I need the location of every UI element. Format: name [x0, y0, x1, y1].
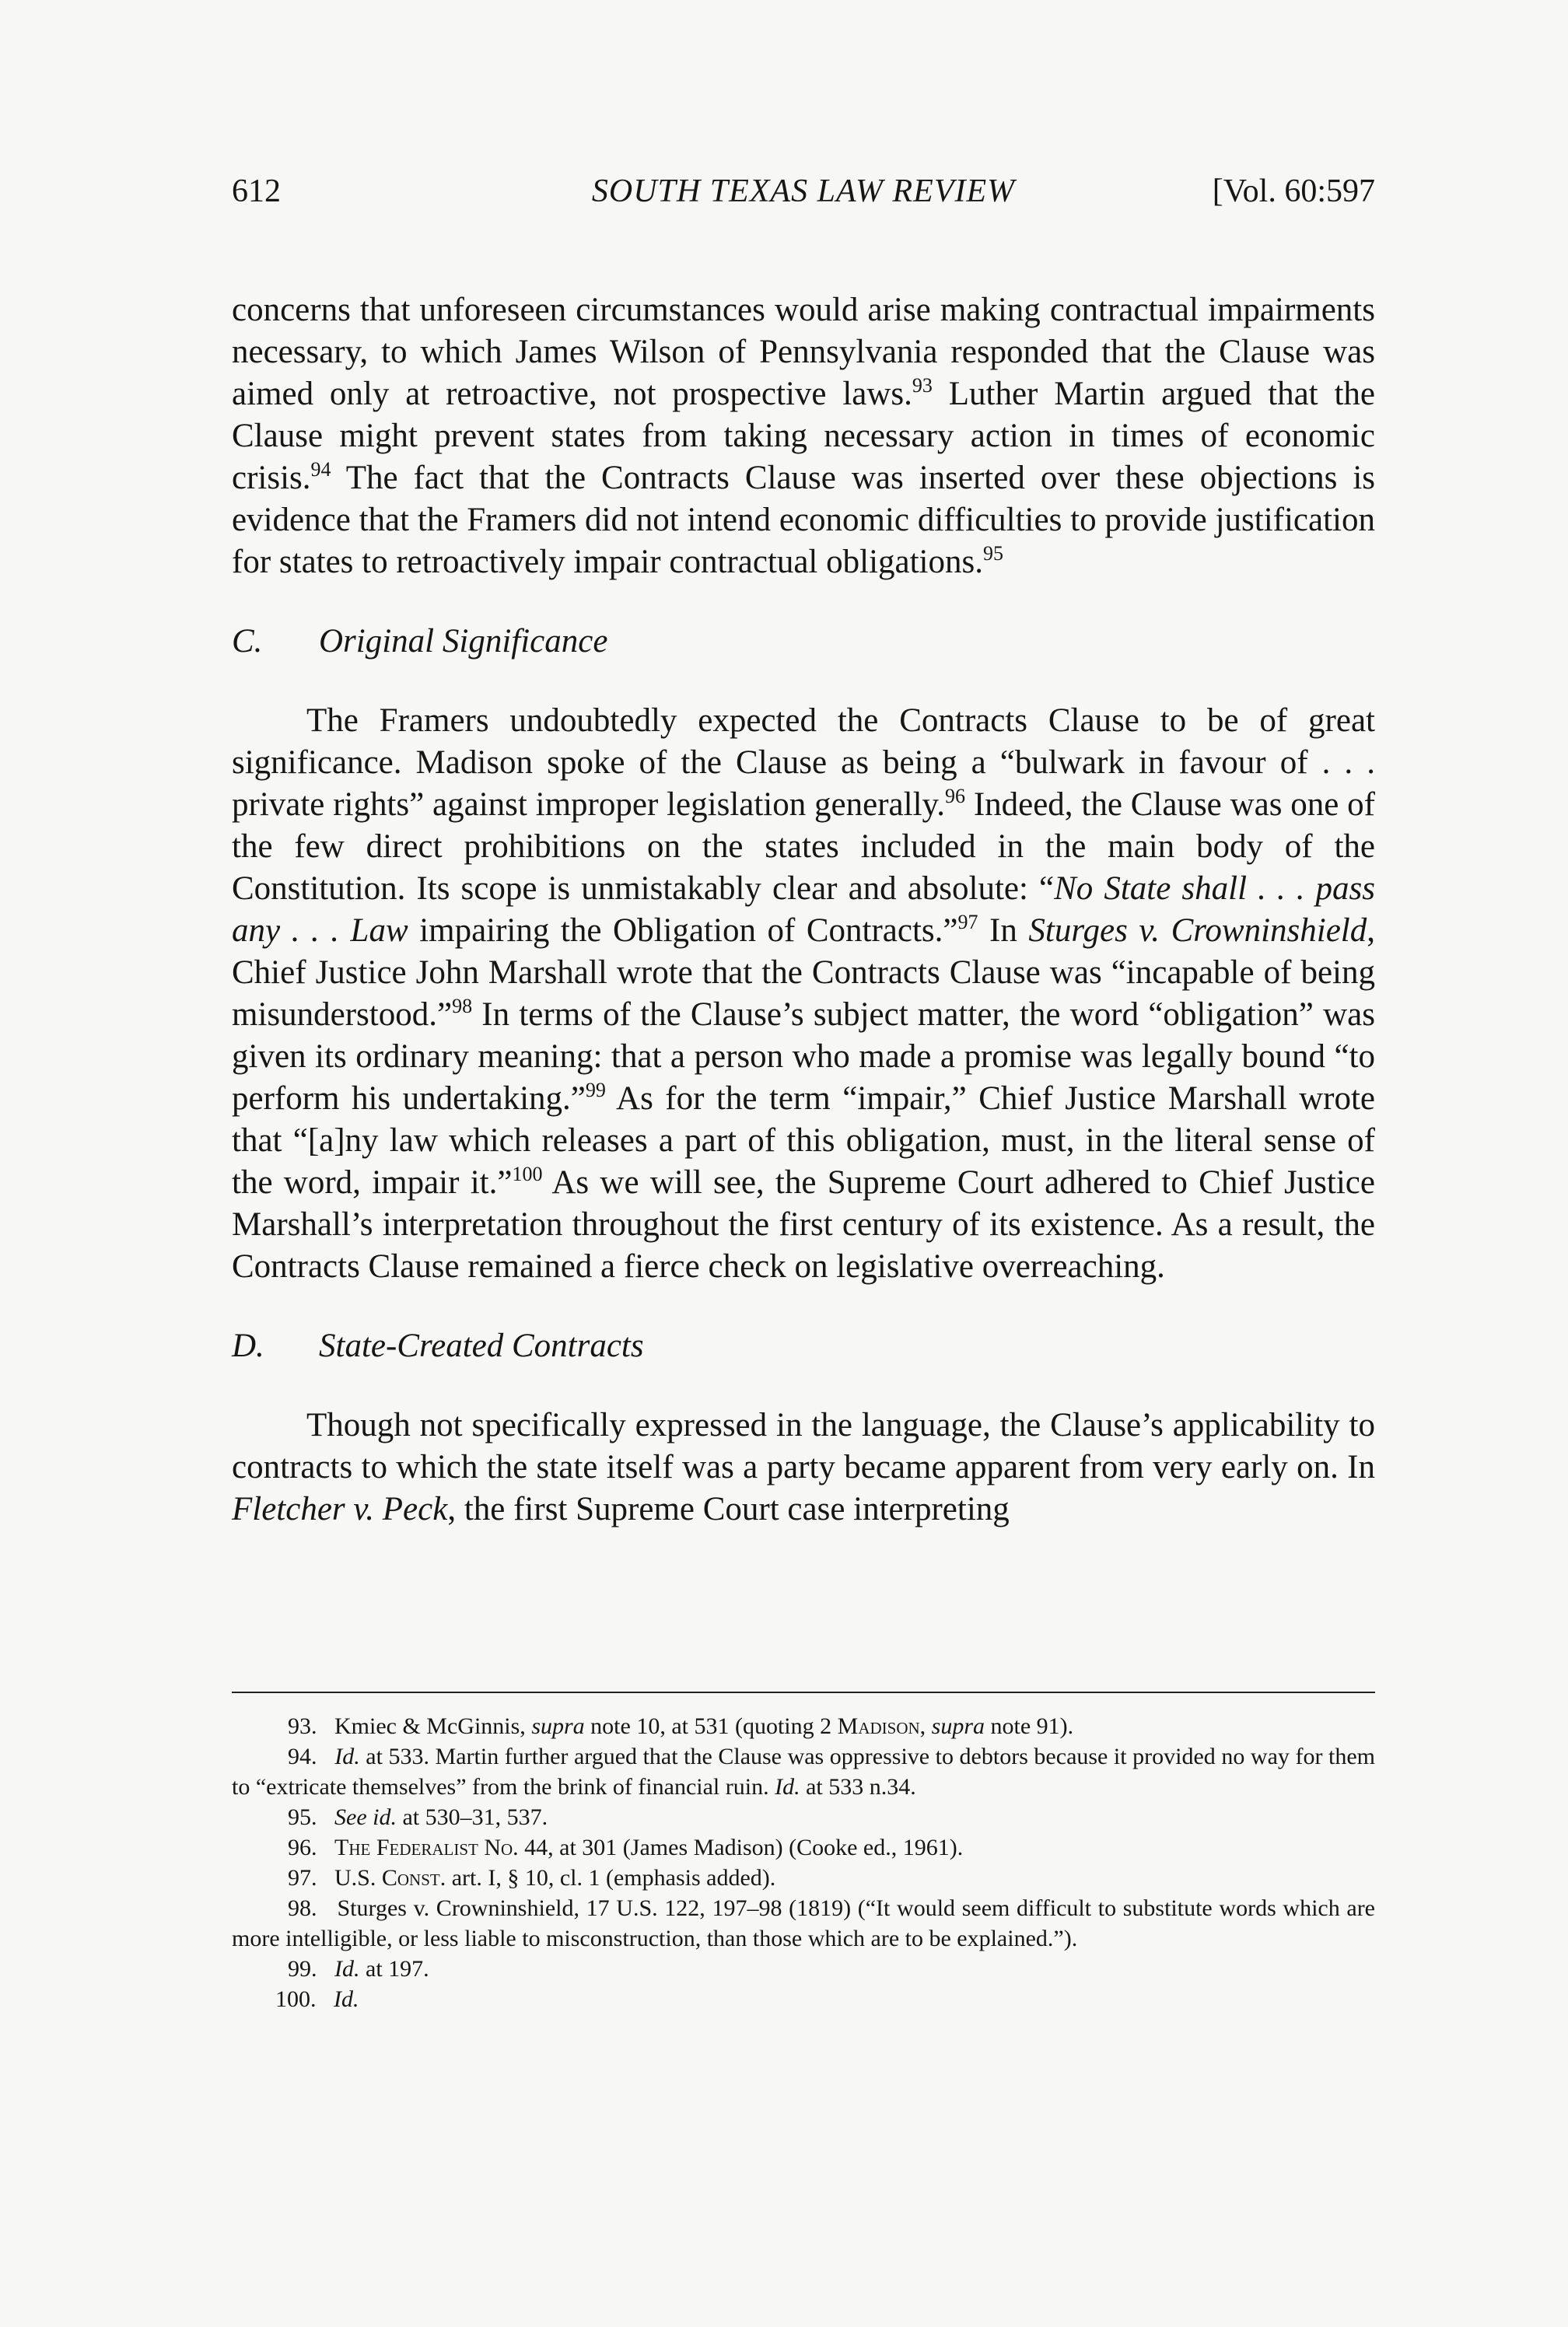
footnote-number: 100.: [275, 1986, 317, 2012]
text-run: , Chief Justice John Marshall wrote that the Contracts Clause was “incapable of being misunderstood.”: [232, 912, 1375, 1033]
text-run: The Framers undoubtedly expected the Contracts Clause to be of great significance. Madison spoke of the Clause as being a “bulwark in favour of . . . private rights” against improper legislation generally.: [232, 702, 1375, 823]
signal: Id.: [334, 1744, 360, 1769]
text-run: ,: [919, 1713, 932, 1739]
text-run: Sturges v. Crowninshield, 17 U.S. 122, 197–98 (1819) (“It would seem difficult to substitute words which are more intelligible, or less liable to misconstruction, than those which are to be explained.”).: [232, 1895, 1375, 1951]
footnote-99: [232, 1954, 1375, 1984]
text-run: note 10, at 531 (quoting 2: [584, 1713, 838, 1739]
source-name: The Federalist No.: [334, 1835, 519, 1860]
paragraph-2: [232, 700, 1375, 1288]
text-run: at 530–31, 537.: [396, 1804, 548, 1830]
section-title: State-Created Contracts: [319, 1328, 644, 1364]
paragraph-3: [232, 1405, 1375, 1531]
signal: Id.: [334, 1986, 359, 2012]
text-run: at 533. Martin further argued that the Clause was oppressive to debtors because it provided no way for them to “extricate themselves” from the brink of financial ruin.: [232, 1744, 1376, 1800]
footnote-95: [232, 1802, 1375, 1832]
article-body: [232, 289, 1375, 1531]
footnote-97: [232, 1863, 1375, 1893]
text-run: As for the term “impair,” Chief Justice Marshall wrote that “[a]ny law which releases a part of this obligation, must, in the literal sense of the word, impair it.”: [232, 1080, 1376, 1201]
footnote-number: 97.: [288, 1865, 317, 1891]
text-run: The fact that the Contracts Clause was inserted over these objections is evidence that the Framers did not intend economic difficulties to provide justification for states to retroactively impair contractual obligations.: [232, 460, 1375, 580]
page-number: 612: [232, 173, 281, 209]
case-name: Fletcher v. Peck: [232, 1491, 448, 1527]
footnote-ref-96[interactable]: 96: [945, 785, 965, 807]
footnote-98: [232, 1893, 1375, 1954]
emphasis-text: No State shall . . . pass any . . . Law: [232, 870, 1375, 949]
text-run: concerns that unforeseen circumstances would arise making contractual impairments necessary, to which James Wilson of Pennsylvania responded that the Clause was aimed only at retroactive, not prospective laws.: [232, 292, 1375, 412]
text-run: impairing the Obligation of Contracts.”: [408, 912, 958, 949]
footnote-number: 98.: [288, 1895, 317, 1921]
footnote-number: 95.: [288, 1804, 317, 1830]
footnote-ref-99[interactable]: 99: [585, 1079, 606, 1101]
signal: Id.: [334, 1956, 360, 1982]
text-run: at 197.: [359, 1956, 429, 1982]
running-header: [232, 173, 1375, 219]
signal: supra: [531, 1713, 585, 1739]
case-name: Sturges v. Crowninshield: [1028, 912, 1367, 949]
signal: supra: [931, 1713, 985, 1739]
footnote-93: [232, 1711, 1375, 1741]
footnote-ref-98[interactable]: 98: [452, 995, 473, 1017]
footnote-number: 99.: [288, 1956, 317, 1982]
paragraph-1: [232, 289, 1375, 583]
footnotes: [232, 1711, 1375, 2014]
text-run: U.S.: [334, 1865, 382, 1891]
source-name: Const.: [381, 1865, 446, 1891]
footnote-number: 93.: [288, 1713, 317, 1739]
text-run: art. I, § 10, cl. 1 (emphasis added).: [446, 1865, 776, 1891]
text-run: note 91).: [985, 1713, 1074, 1739]
text-run: In: [978, 912, 1029, 949]
signal: See id.: [334, 1804, 397, 1830]
footnote-ref-97[interactable]: 97: [957, 911, 978, 933]
text-run: Kmiec & McGinnis,: [334, 1713, 532, 1739]
footnote-94: [232, 1741, 1375, 1802]
footnote-100: [232, 1984, 1375, 2014]
footnote-96: [232, 1832, 1375, 1863]
volume-citation: [Vol. 60:597: [1212, 173, 1375, 209]
text-run: Luther Martin argued that the Clause might prevent states from taking necessary action in times of economic crisis.: [232, 376, 1375, 496]
text-run: , the first Supreme Court case interpreting: [447, 1491, 1010, 1527]
section-heading-d: [232, 1325, 1375, 1367]
footnote-divider: [232, 1692, 1375, 1693]
text-run: at 533 n.34.: [800, 1774, 916, 1800]
text-run: In terms of the Clause’s subject matter, the word “obligation” was given its ordinary meaning: that a person who made a promise was legally bound “to perform his undertaking.”: [232, 996, 1375, 1117]
text-run: 44, at 301 (James Madison) (Cooke ed., 1961).: [518, 1835, 964, 1860]
signal: Id.: [775, 1774, 800, 1800]
footnote-number: 94.: [288, 1744, 317, 1769]
journal-title: SOUTH TEXAS LAW REVIEW: [591, 173, 1016, 209]
footnote-ref-94[interactable]: 94: [310, 458, 331, 481]
footnote-ref-95[interactable]: 95: [983, 542, 1003, 565]
section-heading-c: [232, 621, 1375, 663]
footnote-ref-93[interactable]: 93: [912, 374, 933, 397]
source-name: Madison: [837, 1713, 920, 1739]
section-title: Original Significance: [319, 623, 608, 660]
text-run: Though not specifically expressed in the language, the Clause’s applicability to contracts to which the state itself was a party became apparent from very early on. In: [232, 1407, 1375, 1485]
section-letter: C.: [232, 623, 263, 660]
footnote-ref-100[interactable]: 100: [512, 1163, 543, 1185]
footnote-number: 96.: [288, 1835, 317, 1860]
text-run: Indeed, the Clause was one of the few direct prohibitions on the states included in the main body of the Constitution. Its scope is unmistakably clear and absolute: “: [232, 786, 1375, 907]
section-letter: D.: [232, 1328, 264, 1364]
text-run: As we will see, the Supreme Court adhered to Chief Justice Marshall’s interpretation throughout the first century of its existence. As a result, the Contracts Clause remained a fierce check on legislative overreaching.: [232, 1164, 1375, 1285]
